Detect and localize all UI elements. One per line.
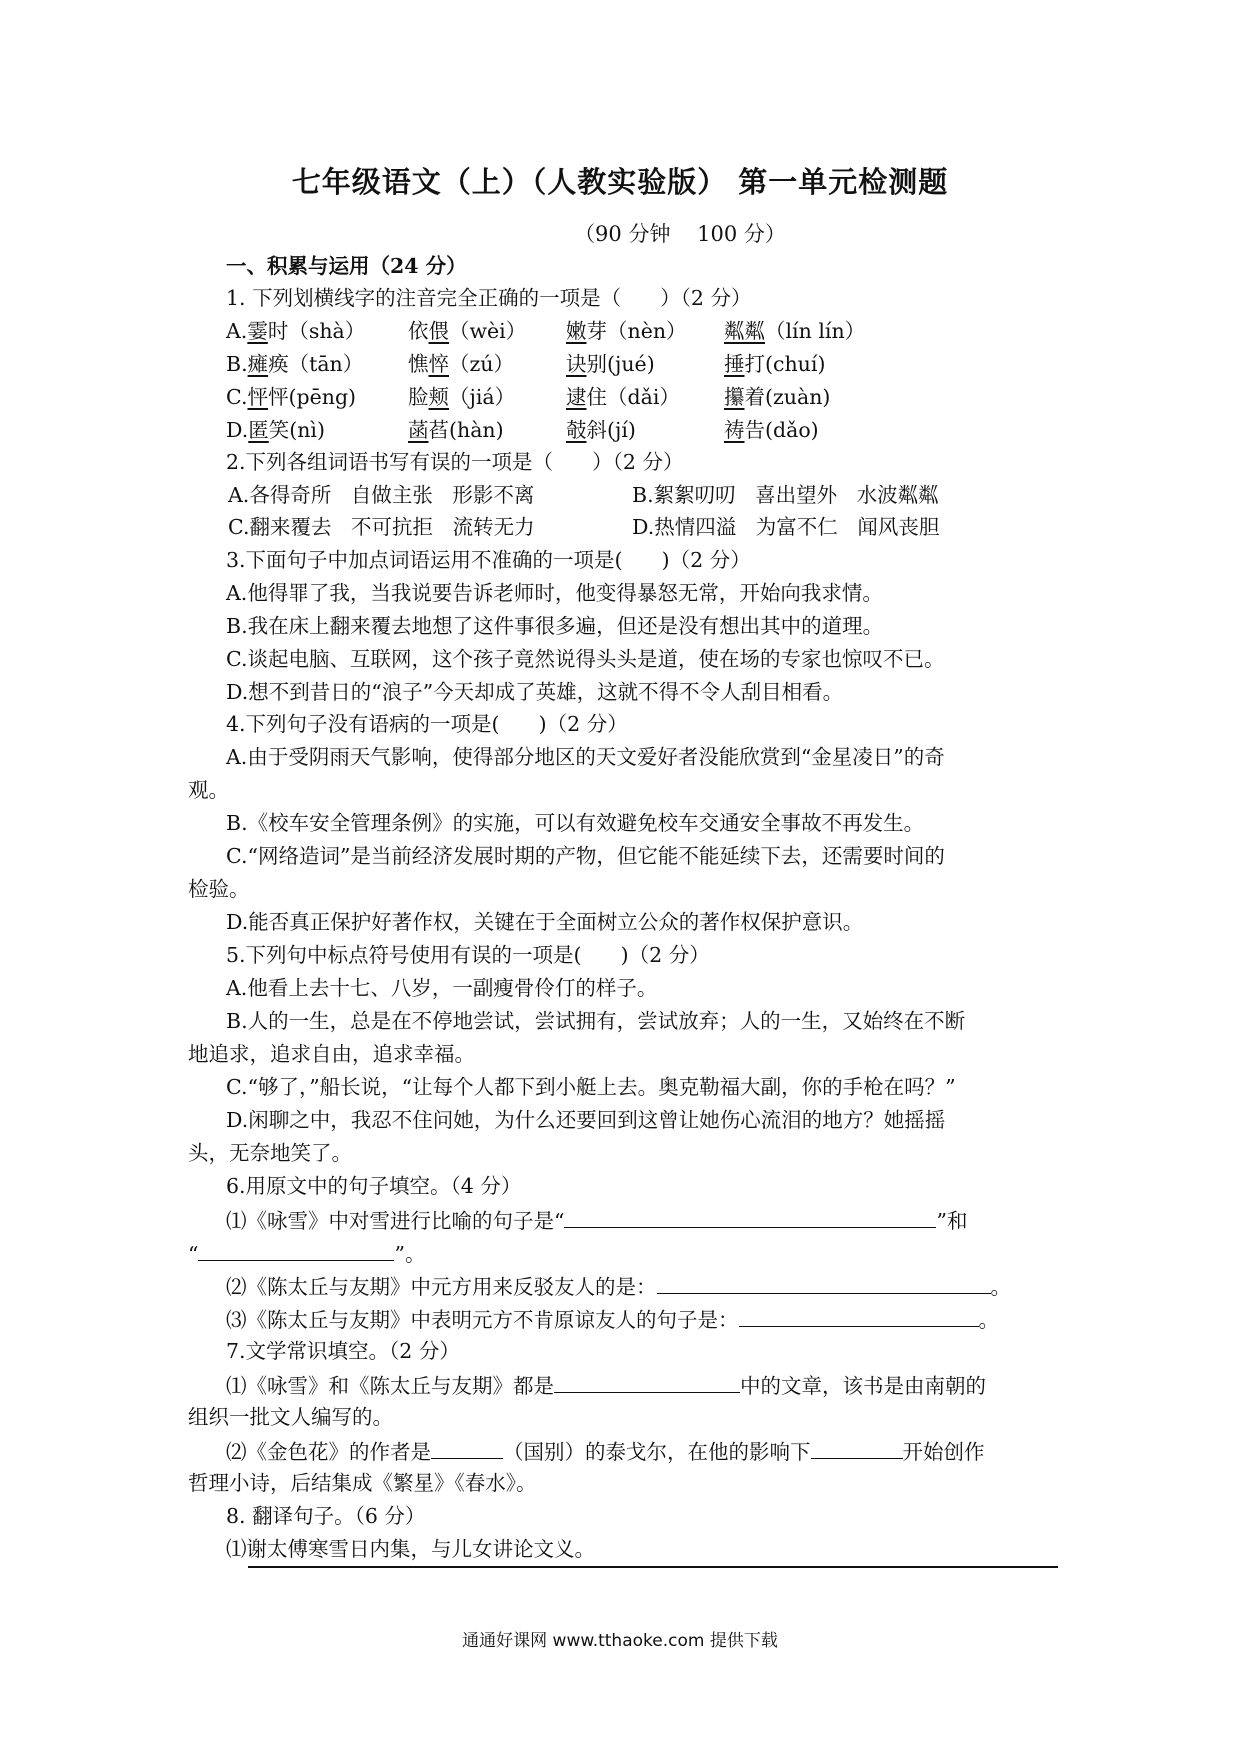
question-1-option-c-word-3: 逮住（dǎi）	[566, 385, 680, 409]
question-8-stem: 8. 翻译句子。（6 分）	[226, 1504, 426, 1528]
period: 。	[990, 1275, 1011, 1299]
underlined-character: 捶	[724, 352, 745, 376]
question-5-option-b: B.人的一生，总是在不停地尝试，尝试拥有，尝试放弃；人的一生，又始终在不断	[226, 1009, 966, 1033]
question-1-option-c-word-2: 脸颊（jiá）	[408, 385, 516, 409]
period: 。	[978, 1308, 999, 1332]
underlined-character: 颊	[428, 385, 449, 409]
question-1-option-a-word-1: A.霎时（shà）	[226, 319, 366, 343]
question-3-option-c: C.谈起电脑、互联网，这个孩子竟然说得头头是道，使在场的专家也惊叹不已。	[226, 647, 945, 671]
question-5-option-d: D.闲聊之中，我忍不住问她，为什么还要回到这曾让她伤心流泪的地方？她摇摇	[226, 1108, 946, 1132]
question-2-option-a: A.各得奇所 自做主张 形影不离	[228, 483, 535, 507]
underlined-character: 怦	[247, 385, 268, 409]
answer-blank[interactable]	[811, 1434, 903, 1459]
question-6-part-1-and: ”和	[936, 1209, 968, 1233]
question-4-option-d: D.能否真正保护好著作权，关键在于全面树立公众的著作权保护意识。	[226, 910, 864, 934]
question-5-option-a: A.他看上去十七、八岁，一副瘦骨伶仃的样子。	[226, 976, 658, 1000]
question-1-option-d-word-3: 攲斜(jí)	[566, 418, 636, 442]
question-4-stem: 4.下列句子没有语病的一项是( )（2 分）	[226, 712, 628, 736]
answer-blank[interactable]	[739, 1302, 979, 1327]
underlined-character: 嫩	[566, 319, 587, 343]
question-7-part-1-text-2: 中的文章，该书是由南朝的	[740, 1374, 986, 1398]
question-5-option-d-cont: 头，无奈地笑了。	[188, 1141, 352, 1165]
underlined-character: 祷	[724, 418, 745, 442]
question-5-option-b-cont: 地追求，追求自由，追求幸福。	[188, 1042, 475, 1066]
question-4-option-c: C.“网络造词”是当前经济发展时期的产物，但它能不能延续下去，还需要时间的	[226, 844, 945, 868]
question-6-part-1-cont	[188, 1236, 425, 1270]
answer-blank[interactable]	[198, 1236, 394, 1261]
question-1-option-c-word-4: 攥着(zuàn)	[724, 385, 831, 409]
question-6-part-1	[226, 1203, 967, 1237]
section-heading: 一、积累与运用（24 分）	[226, 254, 467, 278]
question-1-option-a-word-3: 嫩芽（nèn）	[566, 319, 687, 343]
underlined-character: 匿	[248, 418, 269, 442]
page-title: 七年级语文（上）（人教实验版） 第一单元检测题	[291, 165, 949, 199]
question-6-part-2-text: ⑵《陈太丘与友期》中元方用来反驳友人的是：	[226, 1275, 657, 1299]
question-7-part-1-text: ⑴《咏雪》和《陈太丘与友期》都是	[226, 1374, 554, 1398]
open-quote: “	[188, 1242, 199, 1266]
question-7-part-1-cont: 组织一批文人编写的。	[188, 1405, 393, 1429]
question-7-part-1	[226, 1368, 986, 1402]
question-8-part-1: ⑴谢太傅寒雪日内集，与儿女讲论文义。	[226, 1537, 595, 1561]
underlined-character: 攥	[724, 385, 745, 409]
question-7-stem: 7.文学常识填空。（2 分）	[226, 1339, 460, 1363]
question-1-option-b-word-1: B.瘫痪（tān）	[226, 352, 364, 376]
question-1-option-d-word-4: 祷告(dǎo)	[724, 418, 819, 442]
underlined-character: 诀	[566, 352, 587, 376]
underlined-character: 粼粼	[724, 319, 765, 343]
underlined-character: 悴	[428, 352, 449, 376]
page-footer: 通通好课网 www.tthaoke.com 提供下载	[462, 1631, 778, 1651]
question-6-part-2	[226, 1269, 1011, 1303]
underlined-character: 菡	[408, 418, 429, 442]
exam-duration-score: （90 分钟 100 分）	[574, 222, 786, 246]
question-3-option-d: D.想不到昔日的“浪子”今天却成了英雄，这就不得不令人刮目相看。	[226, 680, 844, 704]
question-1-option-a-word-4: 粼粼（lín lín）	[724, 319, 866, 343]
question-4-option-b: B.《校车安全管理条例》的实施，可以有效避免校车交通安全事故不再发生。	[226, 811, 925, 835]
question-3-stem: 3.下面句子中加点词语运用不准确的一项是( )（2 分）	[226, 548, 751, 572]
question-7-part-2-text: ⑵《金色花》的作者是	[226, 1440, 431, 1464]
question-3-option-b: B.我在床上翻来覆去地想了这件事很多遍，但还是没有想出其中的道理。	[226, 614, 884, 638]
question-7-part-2	[226, 1434, 985, 1468]
question-4-option-a: A.由于受阴雨天气影响，使得部分地区的天文爱好者没能欣赏到“金星凌日”的奇	[226, 745, 945, 769]
answer-blank[interactable]	[657, 1269, 991, 1294]
question-7-part-2-text-3: 开始创作	[902, 1440, 985, 1464]
question-1-stem: 1. 下列划横线字的注音完全正确的一项是（ ）（2 分）	[226, 286, 752, 310]
question-3-option-a: A.他得罪了我，当我说要告诉老师时，他变得暴怒无常，开始向我求情。	[226, 581, 883, 605]
question-6-part-3	[226, 1302, 999, 1336]
question-6-part-1-text: ⑴《咏雪》中对雪进行比喻的句子是“	[226, 1209, 565, 1233]
question-2-option-b: B.絮絮叨叨 喜出望外 水波粼粼	[632, 483, 939, 507]
question-5-stem: 5.下列句中标点符号使用有误的一项是( )（2 分）	[226, 943, 710, 967]
question-7-part-2-cont: 哲理小诗，后结集成《繁星》《春水》。	[188, 1471, 537, 1495]
answer-blank[interactable]	[431, 1434, 503, 1459]
close-quote: ”。	[394, 1242, 426, 1266]
question-1-option-b-word-4: 捶打(chuí)	[724, 352, 826, 376]
underlined-character: 瘫	[247, 352, 269, 376]
answer-blank[interactable]	[554, 1368, 740, 1393]
question-1-option-a-word-2: 依偎（wèi）	[408, 319, 527, 343]
question-2-option-d: D.热情四溢 为富不仁 闻风丧胆	[632, 515, 940, 539]
underlined-character: 逮	[566, 385, 587, 409]
answer-blank[interactable]	[564, 1203, 936, 1228]
answer-line[interactable]	[248, 1566, 1058, 1568]
question-4-option-c-cont: 检验。	[188, 877, 250, 901]
question-1-option-b-word-3: 诀别(jué)	[566, 352, 655, 376]
question-1-option-d-word-1: D.匿笑(nì)	[226, 418, 325, 442]
question-4-option-a-cont: 观。	[188, 778, 229, 802]
underlined-character: 攲	[566, 418, 587, 442]
question-5-option-c: C.“够了，”船长说，“让每个人都下到小艇上去。奥克勒福大副，你的手枪在吗？”	[226, 1075, 956, 1099]
question-1-option-b-word-2: 憔悴（zú）	[408, 352, 515, 376]
underlined-character: 偎	[428, 319, 449, 343]
question-2-option-c: C.翻来覆去 不可抗拒 流转无力	[228, 515, 535, 539]
question-6-stem: 6.用原文中的句子填空。（4 分）	[226, 1174, 522, 1198]
question-2-stem: 2.下列各组词语书写有误的一项是（ ）（2 分）	[226, 450, 684, 474]
question-1-option-d-word-2: 菡萏(hàn)	[408, 418, 504, 442]
question-6-part-3-text: ⑶《陈太丘与友期》中表明元方不肯原谅友人的句子是：	[226, 1308, 739, 1332]
question-1-option-c-word-1: C.怦怦(pēng)	[226, 385, 357, 409]
question-7-part-2-text-2: （国别）的泰戈尔，在他的影响下	[503, 1440, 811, 1464]
underlined-character: 霎	[247, 319, 268, 343]
